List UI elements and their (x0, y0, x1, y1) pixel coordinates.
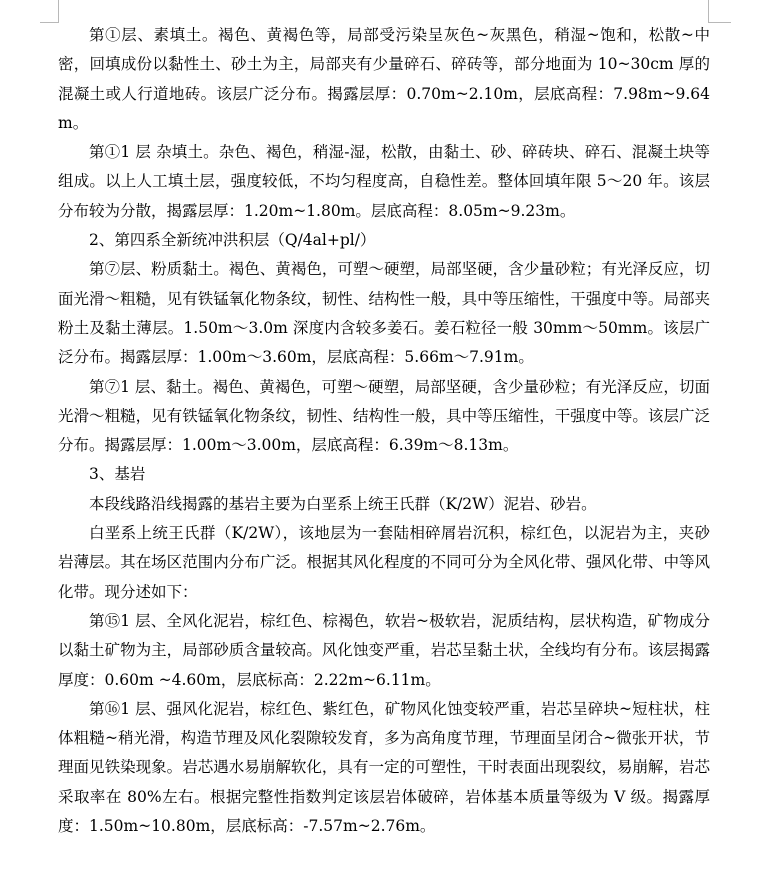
document-body (58, 21, 710, 841)
margin-corner-mark-right (708, 0, 731, 23)
section-heading-quaternary: 2、第四系全新统冲洪积层（Q/4al+pl/） (89, 231, 376, 250)
paragraph-layer-7-1: 第⑦1 层、黏土。褐色、黄褐色，可塑～硬塑，局部坚硬，含少量砂粒；有光泽反应，切面光滑～粗糙，见有铁锰氧化物条纹，韧性、结构性一般，具中等压缩性，干强度中等。该层广泛分布。揭露层厚：1.00m～3.00m，层底高程：6.39m～8.13m。 (58, 377, 710, 455)
paragraph-layer-16-1: 第⑯1 层、强风化泥岩，棕红色、紫红色，矿物风化蚀变较严重，岩芯呈碎块~短柱状，柱体粗糙~稍光滑，构造节理及风化裂隙较发育，多为高角度节理，节理面呈闭合~微张开状，节理面见铁染现象。岩芯遇水易崩解软化，具有一定的可塑性，干时表面出现裂纹，易崩解，岩芯采取率在 80%左右。根据完整性指数判定该层岩体破碎，岩体基本质量等级为 V 级。揭露厚度：1.50m~10.80m，层底标高：-7.57m~2.76m。 (58, 699, 710, 836)
paragraph-layer-15-1: 第⑮1 层、全风化泥岩，棕红色、棕褐色，软岩~极软岩，泥质结构，层状构造，矿物成分以黏土矿物为主，局部砂质含量较高。风化蚀变严重，岩芯呈黏土状，全线均有分布。该层揭露厚度：0.60m ~4.60m，层底标高：2.22m~6.11m。 (58, 611, 710, 689)
paragraph-bedrock-description: 白垩系上统王氏群（K/2W），该地层为一套陆相碎屑岩沉积，棕红色，以泥岩为主，夹砂岩薄层。其在场区范围内分布广泛。根据其风化程度的不同可分为全风化带、强风化带、中等风化带。现分述如下： (58, 524, 710, 601)
paragraph-bedrock-intro: 本段线路沿线揭露的基岩主要为白垩系上统王氏群（K/2W）泥岩、砂岩。 (89, 494, 597, 513)
margin-corner-mark-left (40, 0, 59, 23)
paragraph-layer-7: 第⑦层、粉质黏土。褐色、黄褐色，可塑～硬塑，局部坚硬，含少量砂粒；有光泽反应，切面光滑～粗糙，见有铁锰氧化物条纹，韧性、结构性一般，具中等压缩性，干强度中等。局部夹粉土及黏土薄层。1.50m～3.0m 深度内含较多姜石。姜石粒径一般 30mm～50mm。该层广泛分布。揭露层厚：1.00m～3.60m，层底高程：5.66m～7.91m。 (58, 260, 710, 367)
section-heading-bedrock: 3、基岩 (89, 465, 146, 484)
paragraph-layer-1: 第①层、素填土。褐色、黄褐色等，局部受污染呈灰色~灰黑色，稍湿~饱和，松散~中密，回填成份以黏性土、砂土为主，局部夹有少量碎石、碎砖等，部分地面为 10~30cm 厚的混凝土或人行道地砖。该层广泛分布。揭露层厚：0.70m~2.10m，层底高程：7.98m~9.64m。 (58, 26, 710, 132)
paragraph-layer-1-1: 第①1 层 杂填土。杂色、褐色，稍湿-湿，松散，由黏土、砂、碎砖块、碎石、混凝土块等组成。以上人工填土层，强度较低，不均匀程度高，自稳性差。整体回填年限 5～20 年。该层分布较为分散，揭露层厚：1.20m~1.80m。层底高程：8.05m~9.23m。 (58, 143, 710, 220)
